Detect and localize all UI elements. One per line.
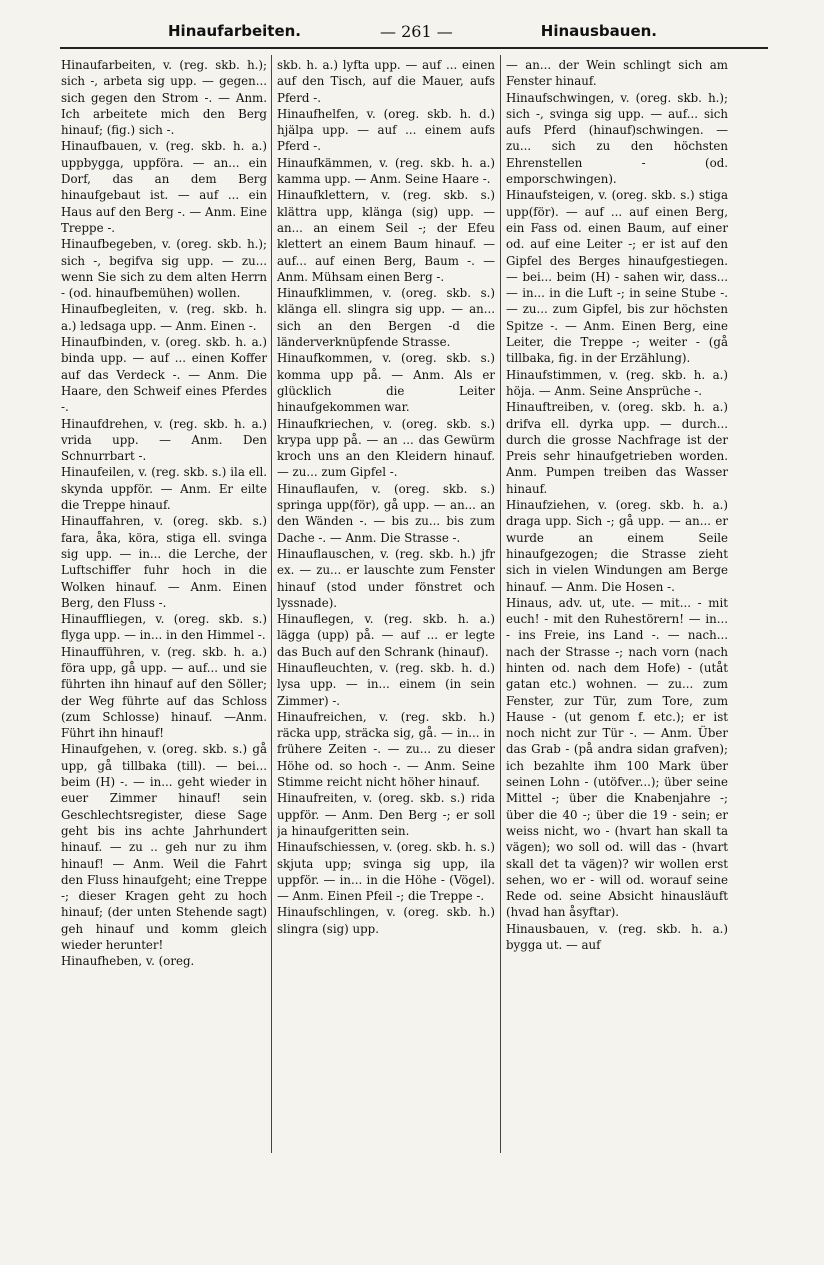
entry-hinaufklimmen: Hinaufklimmen, v. (oreg. skb. s.) klänga ell. slingra sig upp. — an... sich an den Bergen -d die länderverknüpfende Strasse. [277, 286, 495, 350]
entry-hinaufkriechen: Hinaufkriechen, v. (oreg. skb. s.) krypa upp på. — an ... das Gewürm kroch uns an den Kleidern hinauf. — zu... zum Gipfel -. [277, 416, 495, 480]
entry-hinaufarbeiten: Hinaufarbeiten, v. (reg. skb. h.); sich -, arbeta sig upp. — gegen... sich gegen den Strom -. — Anm. Ich arbeitete mich den Berg hinauf; (fig.) sich -. [61, 58, 267, 138]
entry-hinaufbegleiten: Hinaufbegleiten, v. (reg. skb. h. a.) ledsaga upp. — Anm. Einen -. [61, 302, 267, 333]
entry-hinaufbegeben: Hinaufbegeben, v. (oreg. skb. h.); sich -, begifva sig upp. — zu... wenn Sie sich zu dem alten Herrn - (od. hinaufbemühen) wollen. [61, 237, 267, 301]
entry-hinauftreiben: Hinauftreiben, v. (oreg. skb. h. a.) drifva ell. dyrka upp. — durch... durch die grosse Nachfrage ist der Preis sehr hinaufgetrieben worden. Anm. Pumpen treiben das Wasser hinauf. [506, 400, 728, 496]
entry-hinauffahren: Hinauffahren, v. (oreg. skb. s.) fara, åka, köra, stiga ell. svinga sig upp. — in... die Lerche, der Luftschiffer fuhr hoch in die Wolken hinauf. — Anm. Einen Berg, den Fluss -. [61, 514, 267, 610]
page-number: — 261 — [380, 22, 453, 41]
dictionary-column-2 [277, 57, 495, 1157]
entry-hinausbauen: Hinausbauen, v. (reg. skb. h. a.) bygga ut. — auf [506, 921, 728, 953]
entry-hinaufschlingen-cont: — an... der Wein schlingt sich am Fenster hinauf. [506, 58, 728, 89]
entry-hinauflegen: Hinauflegen, v. (reg. skb. h. a.) lägga (upp) på. — auf ... er legte das Buch auf den Schrank (hinauf). [277, 612, 495, 659]
header-rule [60, 47, 768, 49]
column-divider [500, 55, 501, 1153]
entry-hinaufklettern: Hinaufklettern, v. (reg. skb. s.) klättra upp, klänga (sig) upp. — an... an einem Seil -; der Efeu klettert an einem Baum hinauf. — auf... auf einen Berg, Baum -. — Anm. Mühsam einen Berg -. [277, 188, 495, 284]
dictionary-column-1 [61, 57, 267, 1157]
running-head-left: Hinaufarbeiten. [168, 22, 301, 40]
entry-hinaufhelfen: Hinaufhelfen, v. (oreg. skb. h. d.) hjälpa upp. — auf ... einem aufs Pferd -. [277, 106, 495, 154]
dictionary-column-3 [506, 57, 728, 1157]
entry-hinauflauschen: Hinauflauschen, v. (reg. skb. h.) jfr ex. — zu... er lauschte zum Fenster hinauf (stod under fönstret och lyssnade). [277, 546, 495, 610]
running-head-right: Hinausbauen. [540, 22, 657, 40]
entry-hinaufheben: Hinaufheben, v. (oreg. [61, 954, 195, 969]
entry-hinaufstimmen: Hinaufstimmen, v. (reg. skb. h. a.) höja. — Anm. Seine Ansprüche -. [506, 367, 728, 398]
entry-hinaufbauen: Hinaufbauen, v. (reg. skb. h. a.) uppbygga, uppföra. — an... ein Dorf, das an dem Berg hinaufgebaut ist. — auf ... ein Haus auf den Berg -. — Anm. Eine Treppe -. [61, 139, 267, 235]
entry-hinaufreichen: Hinaufreichen, v. (reg. skb. h.) räcka upp, sträcka sig, gå. — in... in frühere Zeiten -. — zu... zu dieser Höhe od. so hoch -. — Anm. Seine Stimme reicht nicht höher hinauf. [277, 709, 495, 790]
entry-hinauflaufen: Hinauflaufen, v. (oreg. skb. s.) springa upp(för), gå upp. — an... an den Wänden -. — bis zu... bis zum Dache -. — Anm. Die Strasse -. [277, 481, 495, 545]
entry-hinaus: Hinaus, adv. ut, ute. — mit... - mit euch! - mit den Ruhestörern! — in... - ins Freie, ins Land -. — nach... nach der Strasse -; nach vorn (nach hinten od. nach dem Hofe) - (utåt gatan etc.) wohnen. — zu... zum Fenster, zur Tür, zum Tore, zum Hause - (ut genom f. etc.); er ist noch nicht zur Tür -. — Anm. Über das Grab - (på andra sidan grafven); ich bezahlte ihm 100 Mark über seinen Lohn - (utöfver...); über seine Mittel -; über die Knabenjahre -; über die 40 -; über die 19 - sein; er weiss nicht, wo - (hvart han skall ta vägen); wo soll od. will das - (hvart skall det ta vägen)? wir wollen erst sehen, wo er - will od. worauf seine Rede od. seine Absicht hinausläuft (hvad han åsyftar). [506, 595, 728, 920]
entry-hinaufreiten: Hinaufreiten, v. (oreg. skb. s.) rida uppför. — Anm. Den Berg -; er soll ja hinaufgeritten sein. [277, 791, 495, 838]
entry-hinaufziehen: Hinaufziehen, v. (oreg. skb. h. a.) draga upp. Sich -; gå upp. — an... er wurde an einem Seile hinaufgezogen; die Strasse zieht sich in vielen Windungen am Berge hinauf. — Anm. Die Hosen -. [506, 498, 728, 594]
entry-hinaufschlingen: Hinaufschlingen, v. (oreg. skb. h.) slingra (sig) upp. [277, 905, 495, 936]
entry-hinaufheben-cont: skb. h. a.) lyfta upp. — auf ... einen auf den Tisch, auf die Mauer, aufs Pferd -. [277, 58, 495, 105]
entry-hinaufeilen: Hinaufeilen, v. (reg. skb. s.) ila ell. skynda uppför. — Anm. Er eilte die Treppe hinauf. [61, 465, 267, 513]
entry-hinauffliegen: Hinauffliegen, v. (oreg. skb. s.) flyga upp. — in... in den Himmel -. [61, 612, 267, 643]
entry-hinaufsteigen: Hinaufsteigen, v. (oreg. skb. s.) stiga upp(för). — auf ... auf einen Berg, ein Fass od. einen Baum, auf einer od. auf eine Leiter -; er ist auf den Gipfel des Berges hinaufgestiegen. — bei... beim (H) - sahen wir, dass... — in... in die Luft -; in seine Stube -. — zu... zum Gipfel, bis zur höchsten Spitze -. — Anm. Einen Berg, eine Leiter, die Treppe -; weiter - (gå tillbaka, fig. in der Erzählung). [506, 188, 728, 366]
entry-hinaufkommen: Hinaufkommen, v. (oreg. skb. s.) komma upp på. — Anm. Als er glücklich die Leiter hinaufgekommen war. [277, 351, 495, 415]
column-divider [271, 55, 272, 1153]
entry-hinaufdrehen: Hinaufdrehen, v. (reg. skb. h. a.) vrida upp. — Anm. Den Schnurrbart -. [61, 416, 267, 464]
entry-hinaufleuchten: Hinaufleuchten, v. (reg. skb. h. d.) lysa upp. — in... einem (in sein Zimmer) -. [277, 660, 495, 708]
page-header [70, 22, 765, 44]
entry-hinaufkaemmen: Hinaufkämmen, v. (reg. skb. h. a.) kamma upp. — Anm. Seine Haare -. [277, 155, 495, 187]
entry-hinaufgehen: Hinaufgehen, v. (oreg. skb. s.) gå upp, gå tillbaka (till). — bei... beim (H) -. — in... geht wieder in euer Zimmer hinauf! sein Geschlechtsregister, diese Sage geht bis ins achte Jahrhundert hinauf. — zu .. geh nur zu ihm hinauf! — Anm. Weil die Fahrt den Fluss hinaufgeht; eine Treppe -; dieser Kragen geht zu hoch hinauf; (der unten Stehende sagt) geh hinauf und komm gleich wieder herunter! [61, 742, 267, 953]
entry-hinauffuehren: Hinaufführen, v. (reg. skb. h. a.) föra upp, gå upp. — auf... und sie führten ihn hinauf auf den Söller; der Weg führte auf das Schloss (zum Schlosse) hinauf. —Anm. Führt ihn hinauf! [61, 644, 267, 741]
entry-hinaufschwingen: Hinaufschwingen, v. (oreg. skb. h.); sich -, svinga sig upp. — auf... sich aufs Pferd (hinauf)schwingen. — zu... sich zu den höchsten Ehrenstellen - (od. emporschwingen). [506, 90, 728, 187]
entry-hinaufschiessen: Hinaufschiessen, v. (oreg. skb. h. s.) skjuta upp; svinga sig upp, ila uppför. — in... in die Höhe - (Vögel). — Anm. Einen Pfeil -; die Treppe -. [277, 840, 495, 904]
entry-hinaufbinden: Hinaufbinden, v. (oreg. skb. h. a.) binda upp. — auf ... einen Koffer auf das Verdeck -. — Anm. Die Haare, den Schweif eines Pferdes -. [61, 335, 267, 415]
